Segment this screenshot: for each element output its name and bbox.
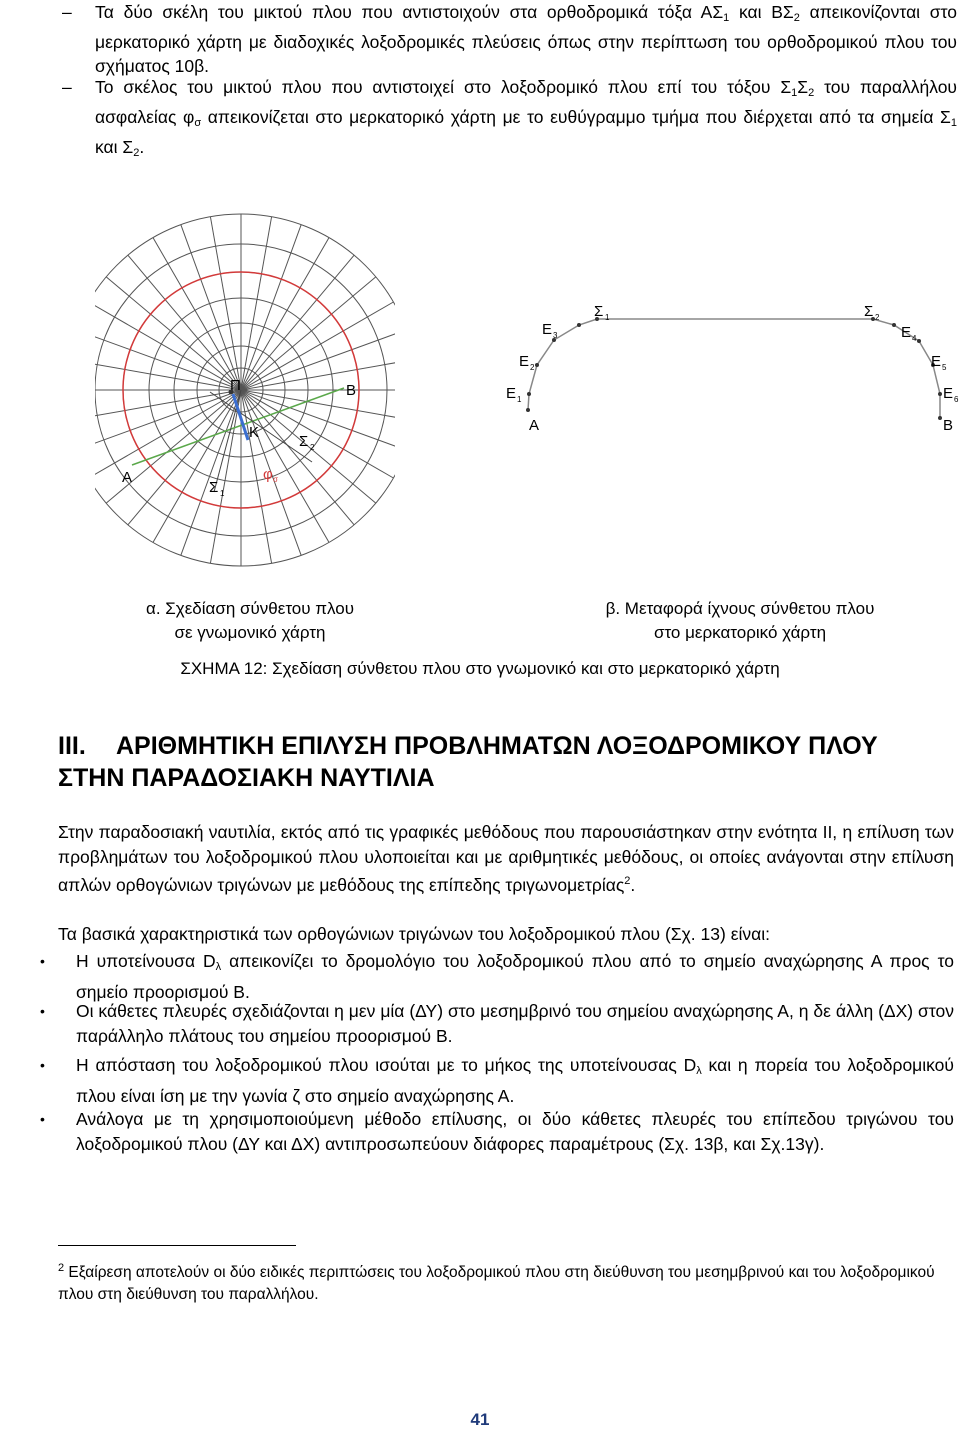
m-label-a: Α <box>529 417 540 434</box>
label-a: Α <box>122 469 133 486</box>
m-label-e1: Ε <box>506 385 517 402</box>
m-label-e4-sub: 4 <box>912 334 917 343</box>
grid-meridian <box>95 390 241 450</box>
paragraph-2: Τα βασικά χαρακτηριστικά των ορθογώνιων τριγώνων του λοξοδρομικού πλου (Σχ. 13) είναι: <box>58 924 770 944</box>
bullet-1: Η υποτείνουσα $D_\lambda$ απεικονίζει το δρομολόγιο του λοξοδρομικού πλου από το σημείο αναχώρησης Α προς το σημείο προορισμού Β. <box>76 951 954 1002</box>
label-phi-sub: σ <box>273 475 278 484</box>
section-heading <box>58 730 878 762</box>
bullet-4: Ανάλογα με τη χρησιμοποιούμενη μέθοδο επίλυσης, οι δύο κάθετες πλευρές του επίπεδου τριγώνου του λοξοδρομικού πλου (ΔΥ και ΔΧ) αντιπροσωπεύουν διάφορες παραμέτρους (Σχ. 13β, και Σχ.13γ). <box>76 1109 954 1154</box>
m-label-e6-sub: 6 <box>954 395 959 404</box>
bullet-3: Η απόσταση του λοξοδρομικού πλου ισούται με το μήκος της υποτείνουσας $D_\lambda$ και η πορεία του λοξοδρομικού πλου είναι ίση με την γωνία ζ στο σημείο αναχώρησης Α. <box>76 1055 954 1106</box>
section-title-2: ΣΤΗΝ ΠΑΡΑΔΟΣΙΑΚΗ ΝΑΥΤΙΛΙΑ <box>58 764 435 792</box>
label-s2: Σ <box>299 433 309 450</box>
grid-meridian <box>241 390 395 421</box>
figure-title: ΣΧΗΜΑ 12: Σχεδίαση σύνθετου πλου στο γνωμονικό και στο μερκατορικό χάρτη <box>180 659 780 678</box>
m-label-e6: Ε <box>943 385 954 402</box>
m-label-e4: Ε <box>901 324 912 341</box>
footnote: $^2$ Εξαίρεση αποτελούν οι δύο ειδικές περιπτώσεις του λοξοδρομικού πλου στη διεύθυνση του μεσημβρινού και του λοξοδρομικού πλου στη διεύθυνση του παραλλήλου. <box>58 1262 935 1304</box>
intro-text-2: Το σκέλος του μικτού πλου που αντιστοιχεί στο λοξοδρομικό πλου επί του τόξου $\Sigma_1\Sigma_2$ του παραλλήλου ασφαλείας $\varphi_\sigma$ απεικονίζεται στο μερκατορικό χάρτη με το ευθύγραμμο τμήμα που διέρχεται από τα σημεία $\Sigma_1$ και $\Sigma_2$. <box>95 77 958 159</box>
bullet-marker: • <box>40 1111 45 1127</box>
caption-b: β. Μεταφορά ίχνους σύνθετου πλου στο μερκατορικό χάρτη <box>605 599 875 642</box>
dash-marker: – <box>62 77 72 97</box>
composite-track <box>528 319 940 418</box>
bullet-marker: • <box>40 953 45 969</box>
mercator-chart <box>500 290 960 440</box>
m-label-e5: Ε <box>931 353 942 370</box>
m-label-e2-sub: 2 <box>530 363 535 372</box>
m-label-e3-sub: 3 <box>553 331 558 340</box>
label-phi: φ <box>263 466 273 483</box>
section-title-1: ΑΡΙΘΜΗΤΙΚΗ ΕΠΙΛΥΣΗ ΠΡΟΒΛΗΜΑΤΩΝ ΛΟΞΟΔΡΟΜΙΚΟΥ ΠΛΟΥ <box>116 732 878 760</box>
m-label-e2: Ε <box>519 353 530 370</box>
m-label-s2-sub: 2 <box>875 313 880 322</box>
grid-meridian <box>95 330 241 390</box>
bullet-2: Οι κάθετες πλευρές σχεδιάζονται η μεν μία (ΔΥ) στο μεσημβρινό του σημείου αναχώρησης Α, η δε άλλη (ΔΧ) στον παράλληλο πλάτους του σημείου προορισμού Β. <box>76 1001 954 1046</box>
dash-marker: – <box>62 2 72 22</box>
footnote-rule <box>58 1245 296 1246</box>
label-s1-sub: 1 <box>220 489 225 498</box>
m-label-s1-sub: 1 <box>605 313 610 322</box>
label-s2-sub: 2 <box>310 443 315 452</box>
m-label-s1: Σ <box>594 303 604 320</box>
m-label-e5-sub: 5 <box>942 363 947 372</box>
label-pole: Π <box>230 377 241 394</box>
caption-a: α. Σχεδίαση σύνθετου πλου σε γνωμονικό χάρτη <box>145 599 355 642</box>
m-label-s2: Σ <box>864 303 874 320</box>
m-label-e3: Ε <box>542 321 553 338</box>
m-label-b: Β <box>943 417 954 434</box>
footnote-ref: 2 <box>624 875 631 887</box>
page-number: 41 <box>470 1410 490 1429</box>
label-k: Κ <box>249 424 260 441</box>
grid-meridian <box>241 359 395 390</box>
track-waypoints <box>526 317 942 420</box>
footnote-number: 2 <box>58 1262 65 1274</box>
paragraph-1: Στην παραδοσιακή ναυτιλία, εκτός από τις γραφικές μεθόδους που παρουσιάστηκαν στην ενότητα ΙΙ, η επίλυση των προβλημάτων του λοξοδρομικού πλου υλοποιείται και με αριθμητικές μεθόδους, οι οποίες ανάγονται στην επίλυση απλών ορθογώνιων τριγώνων με μεθόδους της επίπεδης τριγωνομετρίας$^2$. <box>58 822 954 895</box>
section-number: ΙΙΙ. <box>58 732 86 760</box>
label-s1: Σ <box>209 479 219 496</box>
bullet-marker: • <box>40 1057 45 1073</box>
gnomonic-chart <box>95 190 395 590</box>
m-label-e1-sub: 1 <box>517 395 522 404</box>
label-b: Β <box>346 382 357 399</box>
intro-text-1: Τα δύο σκέλη του μικτού πλου που αντιστοιχούν στα ορθοδρομικά τόξα $A\Sigma_1$ και $B\Sigma_2$ απεικονίζονται στο μερκατορικό χάρτη με διαδοχικές λοξοδρομικές πλεύσεις όπως στην περίπτωση του ορθοδρομικού πλου του σχήματος 10β. <box>95 2 957 76</box>
bullet-marker: • <box>40 1003 45 1019</box>
